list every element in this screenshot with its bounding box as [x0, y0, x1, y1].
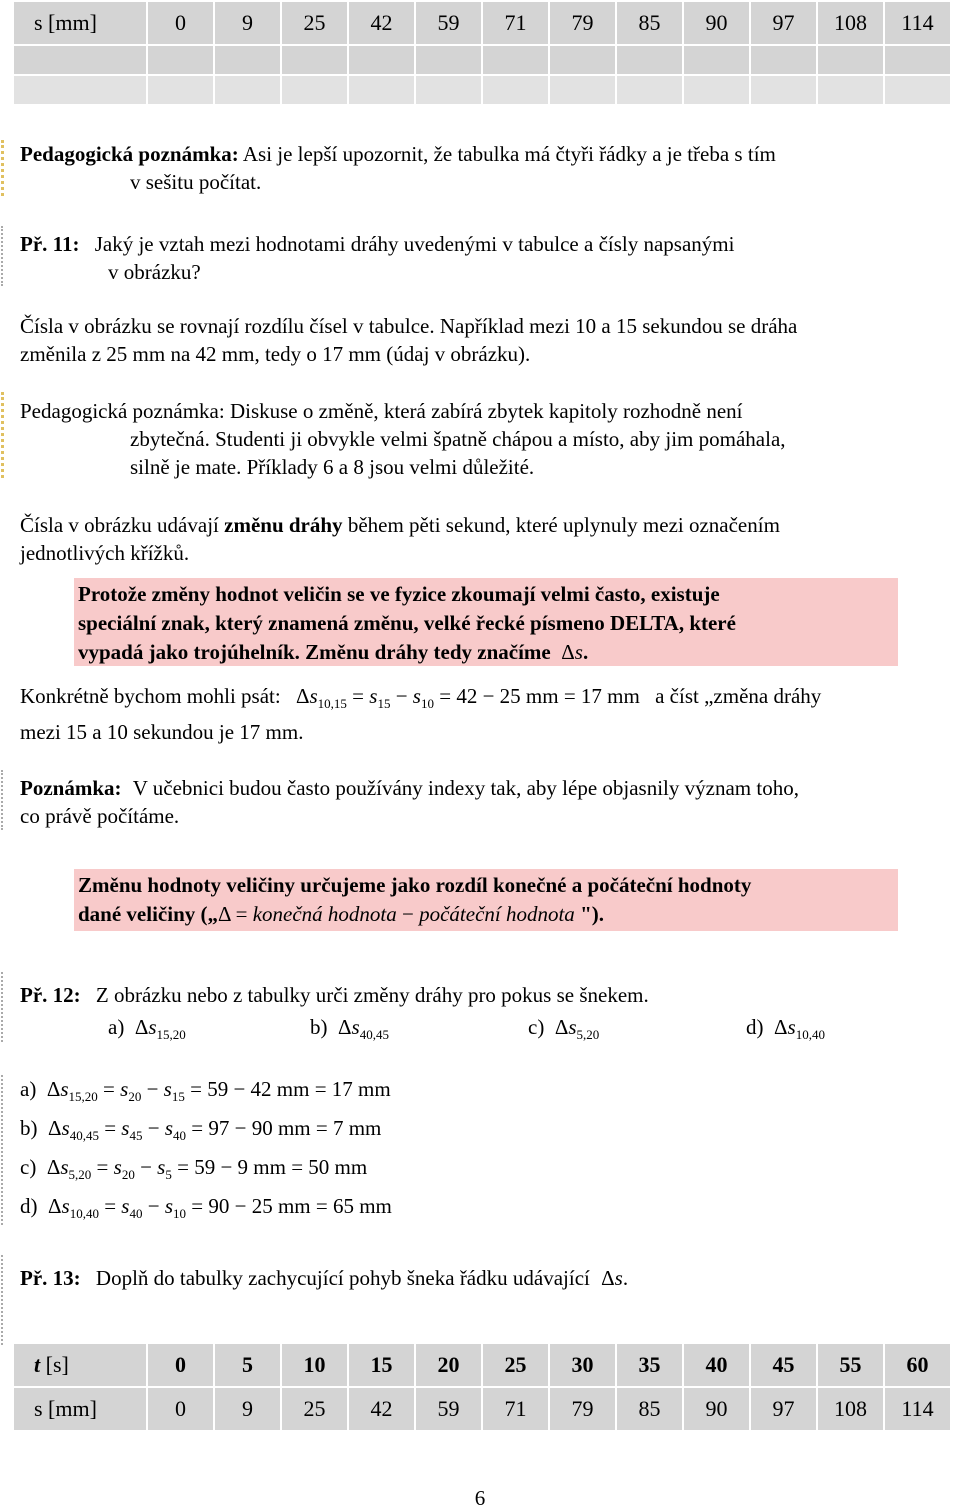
solution-c: c) $\Delta s_{5,20} = s_{20} - s_5 = 59 - 9$ mm = 50 mm: [20, 1155, 368, 1182]
rule-formula: Δ = konečná hodnota − počáteční hodnota: [218, 902, 575, 926]
box-text: vypadá jako trojúhelník. Změnu dráhy tedy značíme: [78, 640, 551, 664]
page-number: 6: [474, 1486, 486, 1510]
table-cell: 85: [617, 1388, 682, 1430]
solution-b: b) $\Delta s_{40,45} = s_{45} - s_{40} = 97 - 90$ mm = 7 mm: [20, 1116, 382, 1143]
sol-sub: 10: [173, 1206, 187, 1221]
table-cell: 30: [550, 1344, 615, 1386]
row-header-s: s [mm]: [14, 1388, 146, 1430]
empty-cell: [684, 76, 749, 104]
table-cell: 45: [751, 1344, 816, 1386]
example-label: Př. 12:: [20, 983, 81, 1007]
table-cell: 108: [818, 1388, 883, 1430]
empty-cell: [282, 76, 347, 104]
table-cell: 42: [349, 2, 414, 44]
example-text: Doplň do tabulky zachycující pohyb šneka řádku udávající: [95, 1266, 590, 1290]
sol-value: 9: [237, 1155, 249, 1179]
empty-cell: [148, 76, 213, 104]
sol-sub: 20: [121, 1167, 135, 1182]
note-label: Poznámka:: [20, 776, 122, 800]
empty-cell: [416, 76, 481, 104]
text-part: Čísla v obrázku udávají: [20, 513, 225, 537]
note-label: Pedagogická poznámka:: [20, 142, 239, 166]
table-cell: 15: [349, 1344, 414, 1386]
table-cell: 79: [550, 1388, 615, 1430]
empty-cell: [684, 46, 749, 74]
table-cell: 55: [818, 1344, 883, 1386]
empty-cell: [751, 46, 816, 74]
table-cell: 10: [282, 1344, 347, 1386]
sol-value: 59: [207, 1077, 229, 1101]
table-cell: 35: [617, 1344, 682, 1386]
answer-line-2: změnila z 25 mm na 42 mm, tedy o 17 mm (údaj v obrázku).: [20, 342, 531, 366]
example-11: [20, 230, 734, 258]
empty-cell: [14, 46, 146, 74]
delta-s-symbol: Δs: [561, 640, 583, 664]
sol-letter: d): [20, 1194, 38, 1218]
note-marker: [1, 392, 10, 478]
table-row-s: [14, 2, 950, 44]
table-cell: 114: [885, 1388, 950, 1430]
table-cell: 59: [416, 1388, 481, 1430]
box-text: dané veličiny („: [78, 902, 218, 926]
table-cell: 97: [751, 1388, 816, 1430]
note-label: Pedagogická poznámka:: [20, 399, 225, 423]
delta-formula: $\Delta s_{10,15} = s_{15} - s_{10} = 42 - 25$ mm = 17 mm: [295, 684, 640, 711]
solution-d: d) $\Delta s_{10,40} = s_{40} - s_{10} = 90 - 25$ mm = 65 mm: [20, 1194, 392, 1221]
empty-cell: [349, 46, 414, 74]
top-table: [12, 0, 952, 106]
change-paragraph-line-2: jednotlivých křížků.: [20, 541, 190, 565]
table-cell: 90: [684, 1388, 749, 1430]
empty-cell: [617, 76, 682, 104]
note-text-continued: v sešitu počítat.: [130, 170, 262, 194]
table-cell: 0: [148, 2, 213, 44]
note-text: Diskuse o změně, která zabírá zbytek kapitoly rozhodně není: [229, 399, 743, 423]
example-text: Z obrázku nebo z tabulky urči změny dráhy pro pokus se šnekem.: [95, 983, 649, 1007]
row-header-s: s [mm]: [14, 2, 146, 44]
example-text-continued: v obrázku?: [108, 260, 201, 284]
option-letter: a): [108, 1015, 125, 1039]
sol-letter: b): [20, 1116, 38, 1140]
sol-value: 42: [250, 1077, 272, 1101]
table-cell: 108: [818, 2, 883, 44]
empty-cell: [550, 76, 615, 104]
table-cell: 5: [215, 1344, 280, 1386]
box-end: .: [582, 640, 589, 664]
option-letter: c): [528, 1015, 545, 1039]
table-cell: 40: [684, 1344, 749, 1386]
option-c: c) $\Delta s_{5,20}$: [528, 1015, 600, 1042]
table-cell: 9: [215, 2, 280, 44]
sol-sub: 45: [129, 1128, 143, 1143]
empty-cell: [483, 76, 548, 104]
example-12: [20, 981, 649, 1009]
example-label: Př. 11:: [20, 232, 80, 256]
sol-sub: 10,40: [69, 1206, 99, 1221]
text-part: a číst „změna dráhy: [655, 684, 822, 708]
empty-cell: [215, 76, 280, 104]
bottom-table: [12, 1342, 952, 1432]
empty-cell: [751, 76, 816, 104]
table-row-s: [14, 1388, 950, 1430]
sol-sub: 40: [173, 1128, 187, 1143]
box-end: ").: [580, 902, 604, 926]
table-row-t: [14, 1344, 950, 1386]
sol-sub: 40: [129, 1206, 143, 1221]
example-label: Př. 13:: [20, 1266, 81, 1290]
table-row-empty: [14, 76, 950, 104]
example-marker: [1, 226, 9, 286]
sol-result: 7: [332, 1116, 344, 1140]
sol-value: 97: [208, 1116, 230, 1140]
pedagogical-note-1: [20, 140, 776, 168]
empty-cell: [416, 46, 481, 74]
box-line: speciální znak, který znamená změnu, velké řecké písmeno DELTA, které: [78, 611, 736, 635]
note-marker: [1, 770, 9, 830]
empty-cell: [282, 46, 347, 74]
note-3: [20, 774, 799, 802]
option-letter: d): [746, 1015, 764, 1039]
box-line: Změnu hodnoty veličiny určujeme jako rozdíl konečné a počáteční hodnoty: [78, 873, 752, 897]
delta-s-symbol: Δs: [601, 1266, 623, 1290]
example-text: Jaký je vztah mezi hodnotami dráhy uvedenými v tabulce a čísly napsanými: [94, 232, 735, 256]
table-cell: 0: [148, 1344, 213, 1386]
concrete-example: [20, 682, 821, 713]
empty-cell: [483, 46, 548, 74]
sol-result: 50: [308, 1155, 330, 1179]
text-part: Konkrétně bychom mohli psát:: [20, 684, 281, 708]
note-marker: [1, 140, 10, 196]
sol-sub: 20: [128, 1089, 142, 1104]
table-cell: 79: [550, 2, 615, 44]
box-line-2: [78, 900, 894, 929]
sol-result: 65: [332, 1194, 354, 1218]
empty-cell: [148, 46, 213, 74]
option-sub: 15,20: [156, 1027, 186, 1042]
rule-box: [74, 869, 898, 931]
table-cell: 9: [215, 1388, 280, 1430]
table-cell: 71: [483, 2, 548, 44]
example-marker: [1, 972, 9, 1042]
table-cell: 25: [282, 1388, 347, 1430]
answer-line-1: Čísla v obrázku se rovnají rozdílu čísel v tabulce. Například mezi 10 a 15 sekundou se dráha: [20, 314, 798, 338]
empty-cell: [215, 46, 280, 74]
empty-cell: [349, 76, 414, 104]
empty-cell: [550, 46, 615, 74]
empty-cell: [818, 76, 883, 104]
delta-definition-box: [74, 578, 898, 666]
empty-cell: [885, 46, 950, 74]
table-cell: 71: [483, 1388, 548, 1430]
sol-value: 25: [251, 1194, 273, 1218]
change-paragraph: [20, 511, 780, 539]
pedagogical-note-2: [20, 397, 743, 425]
solution-a: a) $\Delta s_{15,20} = s_{20} - s_{15} = 59 - 42$ mm = 17 mm: [20, 1077, 391, 1104]
example-13: [20, 1264, 628, 1292]
sol-result: 17: [331, 1077, 353, 1101]
option-a: a) $\Delta s_{15,20}$: [108, 1015, 186, 1042]
box-line-3: [78, 638, 894, 667]
row-header-t: t [s]: [14, 1344, 146, 1386]
note-text: Asi je lepší upozornit, že tabulka má čtyři řádky a je třeba s tím: [242, 142, 776, 166]
table-cell: 25: [483, 1344, 548, 1386]
table-cell: 20: [416, 1344, 481, 1386]
note-text-continued: zbytečná. Studenti ji obvykle velmi špatně chápou a místo, aby jim pomáhala,: [130, 427, 786, 451]
bold-term: změnu dráhy: [224, 513, 343, 537]
table-cell: 25: [282, 2, 347, 44]
table-cell: 42: [349, 1388, 414, 1430]
empty-cell: [818, 46, 883, 74]
option-b: b) $\Delta s_{40,45}$: [310, 1015, 389, 1042]
sol-value: 59: [194, 1155, 216, 1179]
concrete-line-2: mezi 15 a 10 sekundou je 17 mm.: [20, 720, 304, 744]
note-text: V učebnici budou často používány indexy tak, aby lépe objasnily význam toho,: [132, 776, 799, 800]
empty-cell: [617, 46, 682, 74]
table-cell: 59: [416, 2, 481, 44]
option-sub: 10,40: [795, 1027, 825, 1042]
option-letter: b): [310, 1015, 328, 1039]
text-part: během pěti sekund, které uplynuly mezi označením: [342, 513, 780, 537]
sol-sub: 15: [171, 1089, 185, 1104]
sol-sub: 15,20: [68, 1089, 98, 1104]
table-cell: 60: [885, 1344, 950, 1386]
sol-letter: a): [20, 1077, 37, 1101]
table-cell: 97: [751, 2, 816, 44]
sol-value: 90: [251, 1116, 273, 1140]
option-sub: 40,45: [359, 1027, 389, 1042]
text-end: .: [622, 1266, 629, 1290]
empty-cell: [885, 76, 950, 104]
table-cell: 0: [148, 1388, 213, 1430]
table-cell: 90: [684, 2, 749, 44]
table-cell: 114: [885, 2, 950, 44]
sol-sub: 40,45: [69, 1128, 99, 1143]
sol-value: 90: [208, 1194, 230, 1218]
sol-letter: c): [20, 1155, 37, 1179]
empty-cell: [14, 76, 146, 104]
note-text-continued: silně je mate. Příklady 6 a 8 jsou velmi důležité.: [130, 455, 535, 479]
example-marker: [1, 1255, 9, 1345]
option-d: d) $\Delta s_{10,40}$: [746, 1015, 825, 1042]
table-row-empty: [14, 46, 950, 74]
sol-sub: 5: [165, 1167, 172, 1182]
sol-sub: 5,20: [68, 1167, 92, 1182]
table-cell: 85: [617, 2, 682, 44]
box-line: Protože změny hodnot veličin se ve fyzice zkoumají velmi často, existuje: [78, 582, 720, 606]
note-text-continued: co právě počítáme.: [20, 804, 180, 828]
option-sub: 5,20: [576, 1027, 600, 1042]
solution-marker: [1, 1075, 9, 1225]
